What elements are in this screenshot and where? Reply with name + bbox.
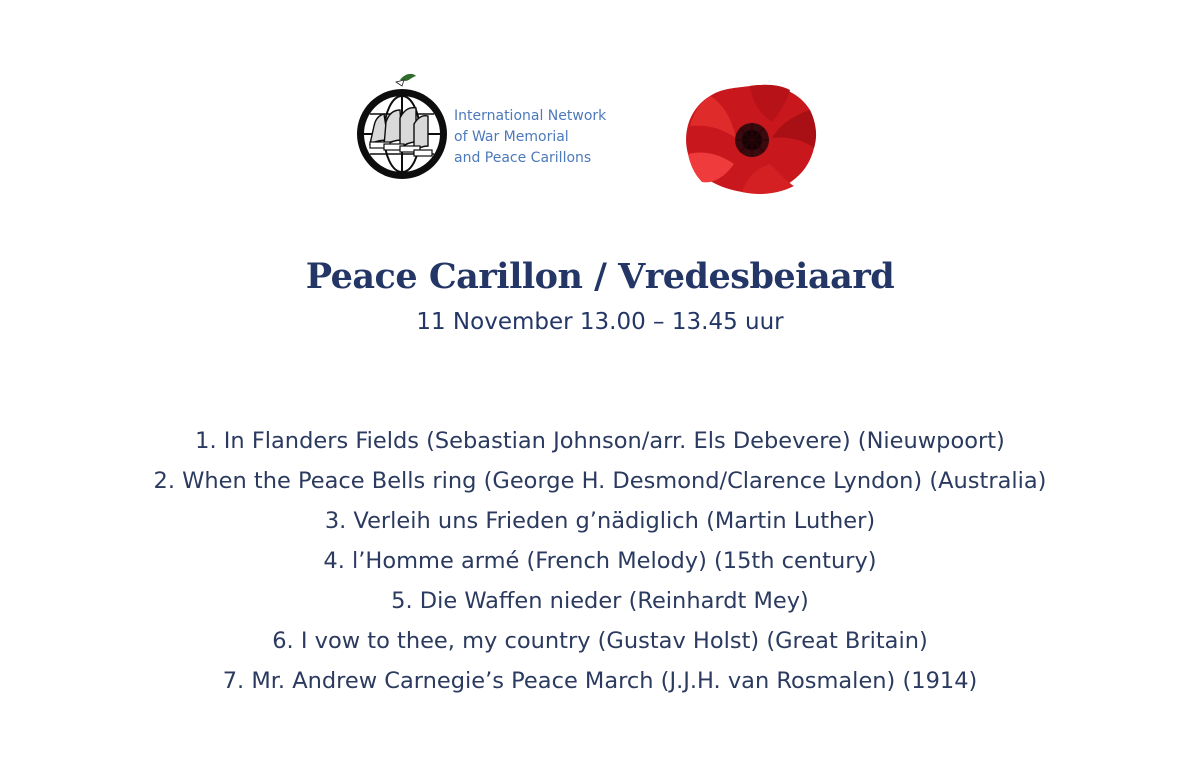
network-logo xyxy=(356,68,616,188)
program-item: 7. Mr. Andrew Carnegie’s Peace March (J.J.H. van Rosmalen) (1914) xyxy=(222,668,978,694)
program-list xyxy=(0,421,1200,701)
program-item: 3. Verleih uns Frieden g’nädiglich (Martin Luther) xyxy=(324,508,876,534)
network-name xyxy=(454,106,624,169)
program-item: 2. When the Peace Bells ring (George H. Desmond/Clarence Lyndon) (Australia) xyxy=(153,468,1047,494)
program-item: 4. l’Homme armé (French Melody) (15th century) xyxy=(323,548,877,574)
poppy-flower-icon xyxy=(680,80,820,198)
page-title: Peace Carillon / Vredesbeiaard xyxy=(305,256,895,297)
network-name-line-2: of War Memorial xyxy=(454,129,569,145)
network-name-line-1: International Network xyxy=(454,108,607,124)
event-date-time: 11 November 13.00 – 13.45 uur xyxy=(416,309,784,335)
globe-with-bells-icon xyxy=(356,68,448,188)
network-name-line-3: and Peace Carillons xyxy=(454,150,592,166)
program-item: 1. In Flanders Fields (Sebastian Johnson/arr. Els Debevere) (Nieuwpoort) xyxy=(195,428,1005,454)
program-item: 6. I vow to thee, my country (Gustav Holst) (Great Britain) xyxy=(272,628,928,654)
program-item: 5. Die Waffen nieder (Reinhardt Mey) xyxy=(391,588,809,614)
